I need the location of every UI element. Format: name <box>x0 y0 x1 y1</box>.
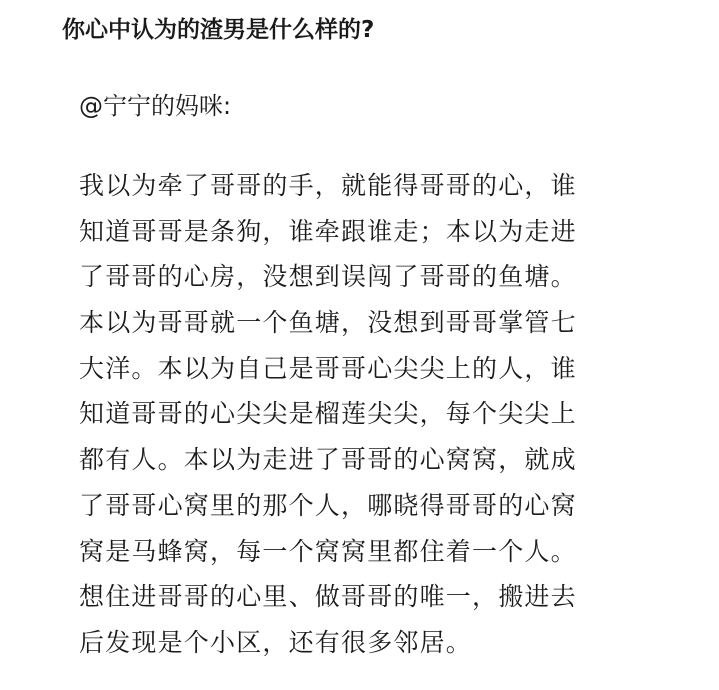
answer-line: 知道哥哥是条狗，谁牵跟谁走；本以为走进 <box>79 216 577 246</box>
answer-body <box>79 163 679 666</box>
answer-line: 想住进哥哥的心里、做哥哥的唯一，搬进去 <box>79 582 577 612</box>
answer-line: 后发现是个小区，还有很多邻居。 <box>79 627 473 657</box>
question-title: 你心中认为的渣男是什么样的? <box>62 17 375 43</box>
answer-line: 本以为哥哥就一个鱼塘，没想到哥哥掌管七 <box>79 308 577 338</box>
answer-line: 大洋。本以为自己是哥哥心尖尖上的人，谁 <box>79 353 577 383</box>
answer-line: 我以为牵了哥哥的手，就能得哥哥的心，谁 <box>79 171 577 200</box>
answer-line: 都有人。本以为走进了哥哥的心窝窝，就成 <box>79 445 577 475</box>
answer-line: 窝是马蜂窝，每一个窝窝里都住着一个人。 <box>79 536 577 566</box>
answer-line: 了哥哥的心房，没想到误闯了哥哥的鱼塘。 <box>79 262 577 292</box>
answer-line: 了哥哥心窝里的那个人，哪晓得哥哥的心窝 <box>79 490 577 520</box>
author-handle: @宁宁的妈咪: <box>79 92 232 120</box>
answer-line: 知道哥哥的心尖尖是榴莲尖尖，每个尖尖上 <box>79 399 577 429</box>
